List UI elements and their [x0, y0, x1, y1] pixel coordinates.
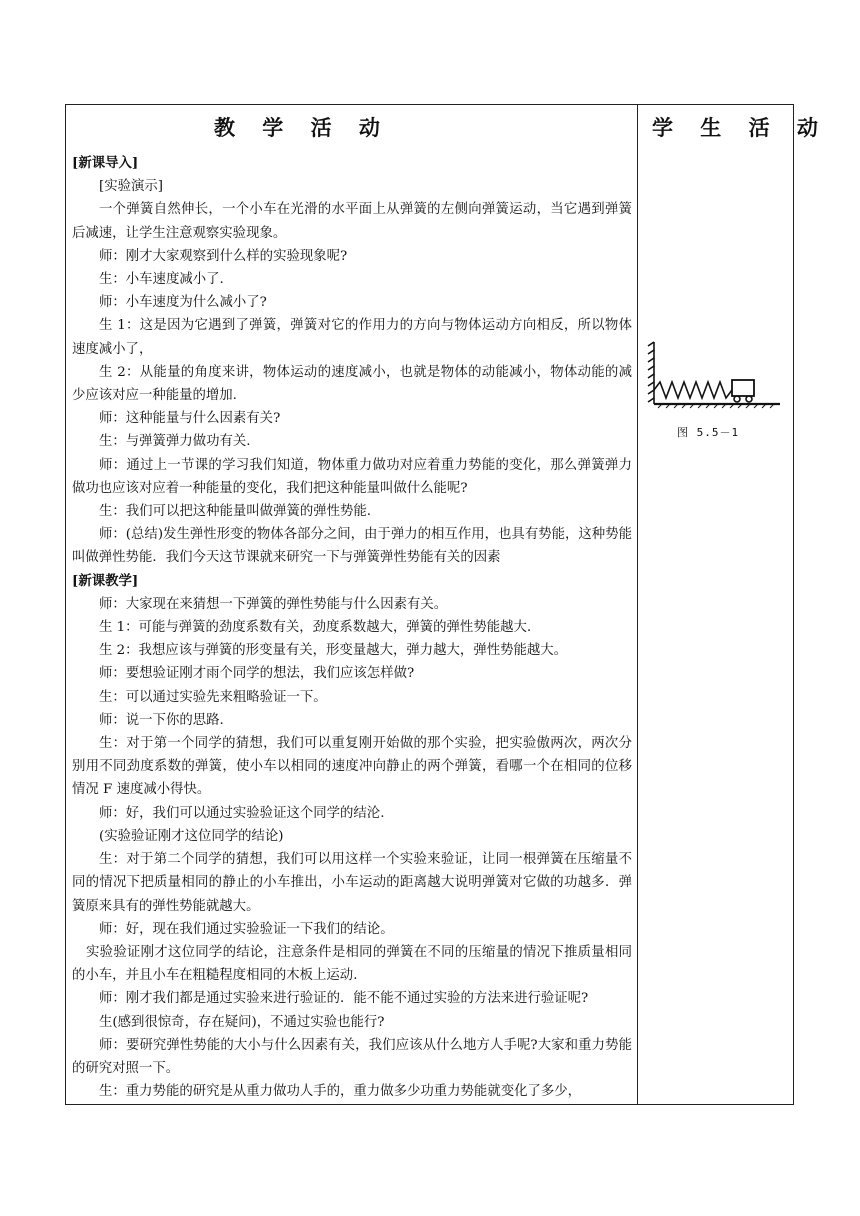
paragraph: 师：好，我们可以通过实验验证这个同学的结沦.: [99, 805, 385, 821]
paragraph: 一个弹簧自然伸长，一个小车在光滑的水平面上从弹簧的左侧向弹簧运动，当它遇到弹簧后减速，让学生注意观察实验现象。: [72, 202, 632, 241]
paragraph: 师：要研究弹性势能的大小与什么因素有关，我们应该从什么地方人手呢?大家和重力势能的研究对照一下。: [72, 1037, 632, 1076]
figure-caption: 图 5.5－1: [677, 426, 740, 439]
paragraph: 师：刚才大家观察到什么样的实验现象呢?: [99, 248, 348, 264]
paragraph: 师：大家现在来猜想一下弹簧的弹性势能与什么因素有关。: [99, 596, 448, 612]
paragraph: 生 1：可能与弹簧的劲度系数有关，劲度系数越大，弹簧的弹性势能越大.: [99, 620, 532, 636]
paragraph: 生(感到很惊奇，存在疑问)，不通过实验也能行?: [99, 1014, 385, 1030]
paragraph: 师：(总结)发生弹性形变的物体各部分之间，由于弹力的相互作用，也具有势能，这种势能叫做弹性势能．我们今天这节课就来研究一下与弹簧弹性势能有关的因素: [72, 527, 632, 566]
paragraph: 生：可以通过实验先来粗略验证一下。: [99, 689, 327, 705]
paragraph: 师：说一下你的思路.: [99, 712, 224, 728]
paragraph: 实验验证刚才这位同学的结论，注意条件是相同的弹簧在不同的压缩量的情况下推质量相同的小车，并且小车在粗糙程度相同的木板上运动.: [72, 944, 632, 984]
paragraph: 生：对于第二个同学的猜想，我们可以用这样一个实验来验证，让同一根弹簧在压缩量不同的情况下把质量相同的静止的小车推出，小车运动的距离越大说明弹簧对它做的功越多．弹簧原来具有的弹性势能就越大。: [72, 852, 632, 914]
column-divider: [637, 104, 638, 1105]
paragraph: 生：与弹簧弹力做功有关.: [99, 434, 251, 450]
paragraph: 生：重力势能的研究是从重力做功人手的，重力做多少功重力势能就变化了多少，: [99, 1084, 582, 1100]
paragraph: 生：小车速度减小了.: [99, 272, 224, 288]
paragraph: 生 1：这是因为它遇到了弹簧，弹簧对它的作用力的方向与物体运动方向相反，所以物体速度减小了，: [72, 318, 632, 357]
paragraph: 师：好，现在我们通过实验验证一下我们的结论。: [99, 921, 394, 937]
paragraph: 师：这种能量与什么因素有关?: [99, 411, 281, 427]
student-activity-title: 学 生 活 动: [652, 115, 828, 140]
paragraph: (实验验证刚才这位同学的结论): [99, 828, 284, 844]
paragraph: 生 2：从能量的角度来讲，物体运动的速度减小，也就是物体的动能减小，物体动能的减少应该对应一种能量的增加.: [72, 364, 632, 404]
paragraph: 师：小车速度为什么减小了?: [99, 295, 267, 311]
teaching-activity-title: 教 学 活 动: [214, 115, 390, 140]
paragraph: 师：通过上一节课的学习我们知道，物体重力做功对应着重力势能的变化，那么弹簧弹力做功也应该对应着一种能量的变化，我们把这种能量叫做什么能呢?: [72, 457, 632, 496]
teaching-content: [72, 152, 632, 1103]
paragraph: 师：要想验证刚才雨个同学的想法，我们应该怎样做?: [99, 666, 415, 682]
section-heading: [新课教学]: [72, 572, 139, 589]
section-heading: [新课导入]: [72, 155, 139, 171]
paragraph: 生：我们可以把这种能量叫做弹簧的弹性势能.: [99, 504, 372, 520]
paragraph: 师：刚才我们都是通过实验来进行验证的．能不能不通过实验的方法来进行验证呢?: [99, 991, 589, 1007]
paragraph: [实验演示]: [99, 179, 164, 195]
paragraph: 生：对于第一个同学的猜想，我们可以重复刚开始做的那个实验，把实验傲两次，两次分别用不同劲度系数的弹簧，使小车以相同的速度冲向静止的两个弹簧，看哪一个在相同的位移情况 F 速度减小得快。: [72, 736, 632, 798]
paragraph: 生 2：我想应该与弹簧的形变量有关，形变量越大，弹力越大，弹性势能越大。: [99, 643, 568, 659]
